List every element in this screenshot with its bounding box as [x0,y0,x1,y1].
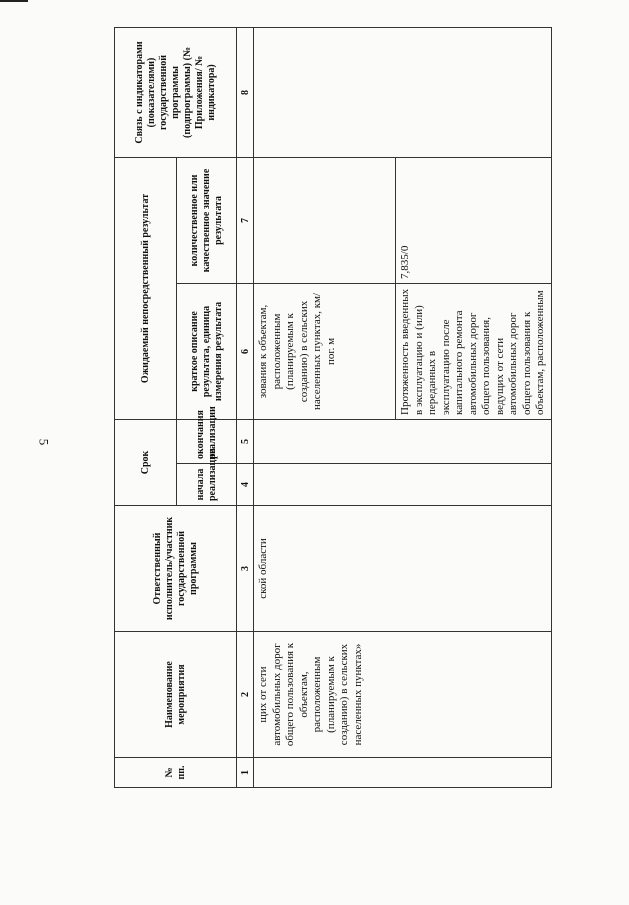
column-number: 4 [237,464,254,506]
corner-mark [0,0,28,2]
cell-result-value [254,157,396,283]
header-expected-result: Ожидаемый непосредственный результат [115,157,177,419]
header-indicator-link: Связь с индикаторами (показателями) государственной программы (подпрограммы) (№ Приложения/ № индикатора) [115,27,237,157]
cell-number [254,758,552,788]
header-result-value: количественное или качественное значение результата [177,157,237,283]
header-number: № пп. [115,758,237,788]
header-start: начала реализации [177,464,237,506]
cell-activity-name: щих от сети автомобильных дорог общего пользования к объектам, расположенным (планируемым к созданию) в сельских населенных пунктах» [254,632,552,758]
column-number: 6 [237,283,254,419]
cell-end [254,419,552,463]
column-number: 2 [237,632,254,758]
header-responsible: Ответственный исполнитель/участник государственной программы [115,506,237,632]
header-end: окончания реализации [177,419,237,463]
cell-result-value: 7,835/0 [396,157,552,283]
header-term: Срок [115,419,177,505]
header-activity-name: Наименование мероприятия [115,632,237,758]
column-number: 3 [237,506,254,632]
table-row [254,27,396,787]
cell-result-description: Протяженность введенных в эксплуатацию и (или) переданных в эксплуатацию после капитального ремонта автомобильных дорог общего пользования, ведущих от сети автомобильных дорог общего пользования к объектам, расположенным [396,283,552,419]
cell-indicator-link [254,27,552,157]
column-number: 1 [237,758,254,788]
rotated-table-wrapper [114,28,546,788]
column-number: 5 [237,419,254,463]
cell-responsible: ской области [254,506,552,632]
column-number: 8 [237,27,254,157]
cell-result-description: зования к объектам, расположенным (планируемым к созданию) в сельских населенных пунктах, км/пог. м [254,283,396,419]
page-number: 5 [36,438,52,446]
column-numbers-row [237,27,254,787]
column-number: 7 [237,157,254,283]
cell-start [254,464,552,506]
activities-table [114,27,552,788]
header-result-description: краткое описание результата, единица измерения результата [177,283,237,419]
